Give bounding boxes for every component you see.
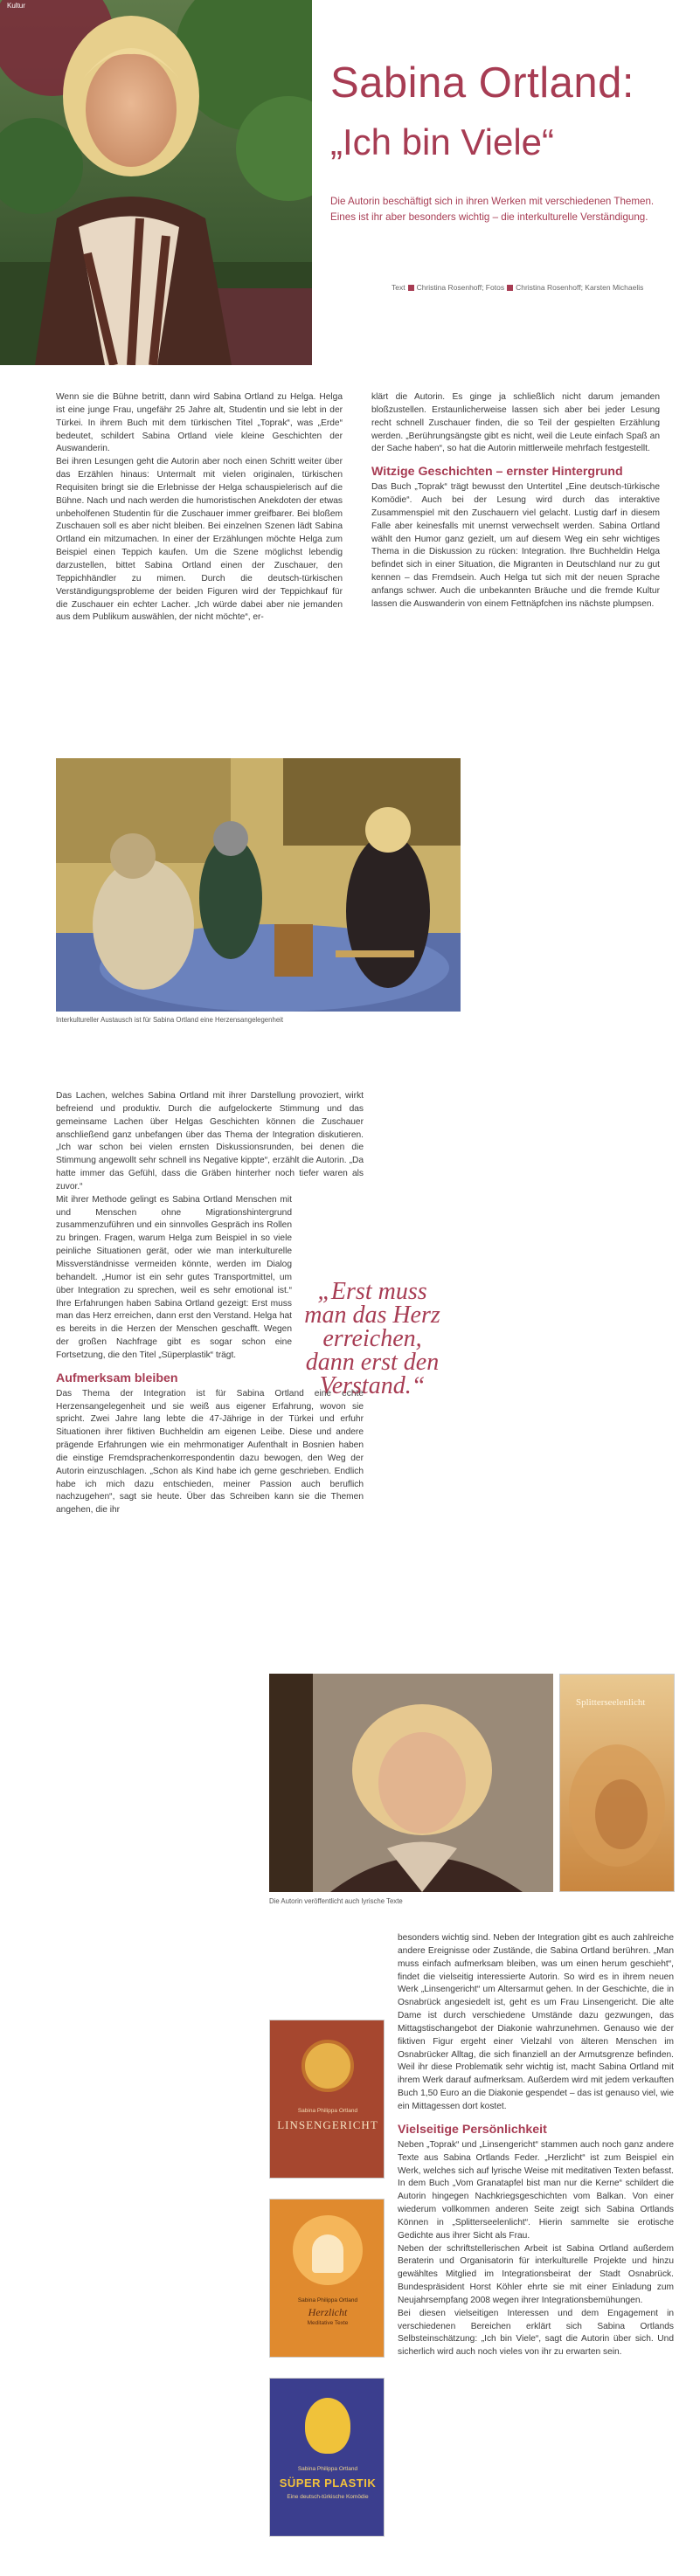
col2-paragraph-2: Das Buch „Toprak“ trägt bewusst den Untertitel „Eine deutsch-türkische Komödie“. Auch bei der Lesung wird durch das interaktive Zusammenspiel mit den Zuschauern viel gelacht. Lustig darf in diesem Falle aber keinesfalls mit unernst verwechselt werden. Sabina Ortland wählt den Humor ganz gezielt, um auf diesem Weg ein sehr wichtiges Thema in die Diskussion zu rücken: Integration. Ihre Buchheldin Helga befindet sich in einer Situation, die Migranten in Deutschland nur zu gut kennen – das Fremdsein. Auch Helga tut sich mit der neuen Sprache anfangs schwer. Auch die unbekannten Bräuche und die fremde Kultur lassen die Auswanderin von einem Fettnäpfchen ins nächste plumpsen. <box>371 482 660 609</box>
col3-heading: Aufmerksam bleiben <box>56 1371 178 1385</box>
book-cover-splitterseelenlicht <box>559 1674 675 1892</box>
article-title: Sabina Ortland: <box>330 59 634 107</box>
book-cover-herzlicht-heart <box>312 2234 343 2273</box>
running-head-label: Kultur <box>7 2 25 10</box>
pull-quote-line-3: erreichen, <box>322 1325 422 1352</box>
col3-paragraph-3: Das Thema der Integration ist für Sabina Ortland eine echte Herzensangelegenheit und sie weiß aus eigener Erfahrung, wovon sie spricht. Zwei Jahre lang lebte die 47-Jährige in der Türkei und erfuhr Situationen ihrer fiktiven Buchheldin am eigenen Leibe. Diese und andere prägende Erfahrungen wie ein mehrmonatiger Aufenthalt in Bosnien haben die einstige Fremdsprachenkorrespondentin dazu bewogen, den Weg der Autorin einzuschlagen. „Schon als Kind habe ich gerne geschrieben. Endlich habe ich mich dazu entschieden, meiner Passion auch beruflich nachzugehen“, sagt sie heute. Über das Schreiben kann sie die Themen angehen, die ihr <box>56 1388 364 1516</box>
col4-paragraph-4: Bei diesen vielseitigen Interessen und dem Engagement in verschiedenen Bereichen erklärt sich Sabina Ortlands Selbsteinschätzung: „Ich bin Viele“, sagt die Autorin über sich. Und sicherlich wird auch noch vieles von ihr zu erwarten sein. <box>398 2308 674 2358</box>
book-linsengericht-author: Sabina Philippa Ortland <box>297 2108 358 2114</box>
col1-paragraph-1: Wenn sie die Bühne betritt, dann wird Sabina Ortland zu Helga. Helga ist eine junge Frau, ungefähr 25 Jahre alt, Studentin und sie lebt in der Türkei. In ihrem Buch mit dem türkischen Titel „Toprak“, was „Erde“ bedeutet, schildert Sabina Ortland viele kleine Geschichten der Auswanderin. <box>56 392 343 454</box>
pull-quote <box>285 1280 460 1398</box>
photo-author-caption: Die Autorin veröffentlicht auch lyrische Texte <box>269 1897 403 1905</box>
col3-paragraph-1: Das Lachen, welches Sabina Ortland mit ihrer Darstellung provoziert, wirkt befreiend und produktiv. Durch die aufgelockerte Stimmung und das gemeinsame Lachen über Helgas Geschichten können die Zuschauer anschließend ganz unbefangen über das Thema der Integration diskutieren. „Ich war schon bei vielen ernsten Diskussionsrunden, bei denen die Stimmung angewollt sehr schnell ins Negative kippte“, erzählt die Autorin. „Da hatte immer das Gefühl, dass die Gräben hinterher noch tiefer waren als zuvor.“ <box>56 1091 364 1191</box>
col2-paragraph-1: klärt die Autorin. Es ginge ja schließlich nicht darum jemanden bloßzustellen. Erstaunlicherweise lassen sich aber bei jeder Lesung recht schnell Zuschauer finden, die so Teil der gespielten Erzählung werden. „Berührungsängste gibt es nicht, weil die Leute einfach Spaß an der Sache haben“, so hat die Autorin mittlerweile mehrfach festgestellt. <box>371 392 660 454</box>
book-sueperplastik-title: SÜPER PLASTIK <box>279 2476 377 2490</box>
book-title-splitterseelenlicht: Splitterseelenlicht <box>576 1697 646 1708</box>
book-cover-linsengericht <box>269 2020 385 2179</box>
book-sueperplastik-author: Sabina Philippa Ortland <box>297 2466 358 2472</box>
pull-quote-line-1: „Erst muss <box>317 1278 427 1305</box>
photo-discussion-caption: Interkultureller Austausch ist für Sabina Ortland eine Herzensangelegenheit <box>56 1016 284 1024</box>
col4-heading: Vielseitige Persönlichkeit <box>398 2122 547 2137</box>
column-1 <box>56 391 343 625</box>
credits-text-author: Christina Rosenhoff; Fotos <box>416 283 505 292</box>
book-herzlicht-subtitle: Meditative Texte <box>307 2320 349 2326</box>
credits-text-label: Text <box>392 283 405 292</box>
col1-paragraph-2: Bei ihren Lesungen geht die Autorin aber noch einen Schritt weiter über das Erzählen hinaus: Untermalt mit vielen originalen, türkischen Requisiten bringt sie die Erlebnisse der Helga schauspielerisch auf die Bühne. Nach und nach werden die humoristischen Anekdoten der etwas unbeholfenen Studentin für die Zuschauer immer greifbarer. Bei bloßem Zuschauen soll es aber nicht bleiben. Bei einzelnen Szenen lädt Sabina Ortland ein mitzumachen. In einer der Erzählungen möchte Helga zum Beispiel einen Teppich kaufen. Um die Szene möglichst lebendig darzustellen, bittet Sabina Ortland einen der Zuschauer, den Teppichhändler zu mimen. Durch die deutsch-türkischen Verständigungsprobleme der beiden Figuren wird der Teppichkauf für die Zuschauer ein echter Lacher. „Ich würde dabei aber nie jemanden aus dem Publikum auswählen, der nicht möchte“, er- <box>56 457 343 623</box>
article-credits <box>392 283 689 292</box>
hero-photo <box>0 0 312 365</box>
book-herzlicht-title: Herzlicht <box>308 2306 348 2318</box>
col4-paragraph-3: Neben der schriftstellerischen Arbeit ist Sabina Ortland außerdem Beraterin und Organisatorin für interkulturelle Projekte und hinzu gewähltes Mitglied im Integrationsbeirat der Stadt Osnabrück. Bundespräsident Horst Köhler ehrte sie mit einer Einladung zum Neujahrsempfang 2008 wegen ihrer Integrationsbemühungen. <box>398 2243 674 2305</box>
pull-quote-line-5: Verstand.“ <box>319 1372 426 1399</box>
col4-paragraph-1: besonders wichtig sind. Neben der Integration gibt es auch zahlreiche andere Ereignisse oder Zustände, die Sabina Ortland berühren. „Man muss einfach aufmerksam bleiben, was um einen herum geschieht“, findet die vielseitig interessierte Autorin. So wird es in ihrem neuen Werk „Linsengericht“ um Altersarmut gehen. In der Geschichte, die in Osnabrück angesiedelt ist, geht es um Frau Linsengericht. Die alte Dame ist durch verschiedene Umstände dazu gezwungen, das Mittagstischangebot der Diakonie wahrzunehmen. Genauso wie der fiktiven Figur ergeht einer Vielzahl von älteren Menschen im Osnabrücker Alltag, die sich finanziell an der Armutsgrenze befinden. Weil ihr diese Problematik sehr wichtig ist, macht Sabina Ortland mit ihrem Werk darauf aufmerksam. Außerdem wird mit jedem verkauften Buch 1,50 Euro an die Diakonie gespendet – das ist genauso viel, wie ein Mittagessen dort kostet. <box>398 1933 674 2111</box>
col4-paragraph-2: Neben „Toprak“ und „Linsengericht“ stammen auch noch ganz andere Texte aus Sabina Ortlands Feder. „Herzlicht“ ist zum Beispiel ein Werk, welches sich auf lyrische Weise mit meditativen Texten befasst. In dem Buch „Vom Granatapfel bist man nur die Kerne“ schildert die Autorin hingegen Nachkriegsgeschichten vom Balkan. Von einer wiederum vollkommen anderen Seite zeigt sich Sabina Ortlands Können in „Splitterseelenlicht“. Hierin sammelte sie erotische Gedichte aus ihrer Sicht als Frau. <box>398 2139 674 2241</box>
running-head <box>7 2 25 10</box>
pull-quote-line-2: man das Herz <box>304 1302 440 1329</box>
pull-quote-line-4: dann erst den <box>305 1349 440 1376</box>
credits-photo-author: Christina Rosenhoff; Karsten Michaelis <box>516 283 644 292</box>
col3-paragraph-2: Mit ihrer Methode gelingt es Sabina Ortland Menschen mit und Menschen ohne Migrationshintergrund zusammenzuführen und ein sinnvolles Gespräch ins Rollen zu bringen. Fragen, warum Helga zum Beispiel in so viele peinliche Situationen gerät, oder wie man interkulturelle Missverständnisse vermeiden könnte, werden im Dialog behandelt. „Humor ist ein sehr gutes Transportmittel, um über Integration zu sprechen, weil es sehr emotional ist.“ Ihre Erfahrungen haben Sabina Ortland gezeigt: Erst muss man das Herz erreichen, dann erst den Verstand. Helga hat es bereits in die Herzen der Menschen geschafft. Wegen der großen Nachfrage gibt es sogar schon eine Fortsetzung, die den Titel „Süperplastik“ trägt. <box>56 1194 292 1360</box>
photo-author-portrait <box>269 1674 553 1892</box>
book-cover-linsengericht-plate <box>301 2040 354 2092</box>
photo-discussion <box>56 758 461 1012</box>
column-4 <box>398 1932 674 2359</box>
book-herzlicht-author: Sabina Philippa Ortland <box>297 2297 358 2303</box>
book-sueperplastik-subtitle: Eine deutsch-türkische Komödie <box>287 2494 369 2500</box>
book-cover-herzlicht <box>269 2199 385 2358</box>
col2-heading: Witzige Geschichten – ernster Hintergrund <box>371 465 623 480</box>
book-cover-sueperplastik-face <box>305 2398 350 2454</box>
article-subtitle: „Ich bin Viele“ <box>330 121 555 162</box>
article-lead: Die Autorin beschäftigt sich in ihren Werken mit verschiedenen Themen. Eines ist ihr aber besonders wichtig – die interkulturelle Verständigung. <box>330 196 655 224</box>
book-linsengericht-title: LINSENGERICHT <box>277 2118 378 2131</box>
book-cover-sueperplastik <box>269 2378 385 2537</box>
column-2 <box>371 391 660 611</box>
